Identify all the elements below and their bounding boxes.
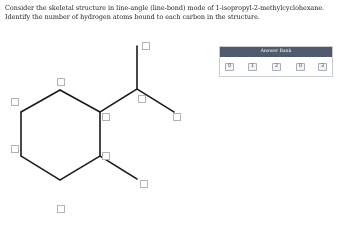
answer-bank bbox=[219, 46, 333, 77]
ring-bond-3 bbox=[60, 156, 100, 180]
ring-bond-6 bbox=[21, 90, 60, 112]
drop-box-ring-c2[interactable] bbox=[102, 152, 110, 160]
ring-bond-1 bbox=[60, 90, 100, 112]
drop-box-ring-bottom[interactable] bbox=[57, 205, 65, 213]
answer-chip[interactable]: 2 bbox=[272, 63, 281, 71]
drop-box-isopropyl-ch[interactable] bbox=[138, 95, 146, 103]
drop-box-ring-lower-left[interactable] bbox=[11, 145, 19, 153]
drop-box-ring-c1[interactable] bbox=[102, 113, 110, 121]
answer-chip[interactable]: 3 bbox=[318, 63, 327, 71]
drop-box-methyl[interactable] bbox=[140, 180, 148, 188]
answer-chip[interactable]: 1 bbox=[248, 63, 257, 71]
isopropyl-bond bbox=[100, 89, 137, 112]
answer-chip[interactable]: 0 bbox=[296, 63, 305, 71]
answer-bank-title: Answer Bank bbox=[220, 47, 332, 57]
question-text: Consider the skeletal structure in line-angle (line-bond) mode of 1-isopropyl-2-methylcyclohexane. Identify the number of hydrogen atoms bound to each carbon in the structure. bbox=[5, 4, 325, 21]
drop-box-ring-top[interactable] bbox=[57, 78, 65, 86]
drop-box-isopropyl-methyl-right[interactable] bbox=[173, 113, 181, 121]
drop-box-isopropyl-methyl-top[interactable] bbox=[142, 42, 150, 50]
drop-box-ring-upper-left[interactable] bbox=[11, 98, 19, 106]
ring-bond-4 bbox=[21, 156, 60, 180]
answer-chip[interactable]: 0 bbox=[225, 63, 234, 71]
